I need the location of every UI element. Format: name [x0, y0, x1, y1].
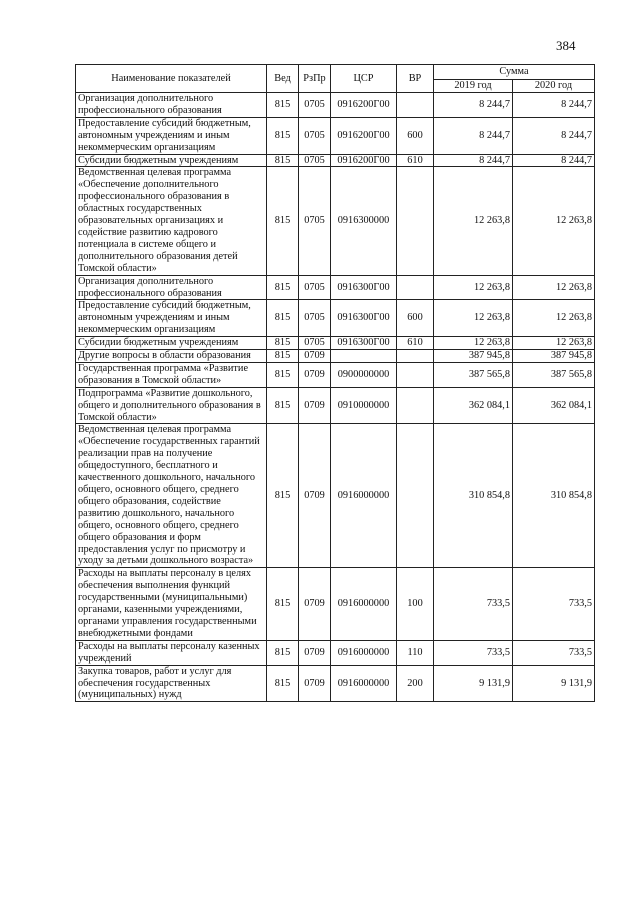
cell-y2020: 8 244,7 — [513, 117, 595, 154]
cell-vr: 200 — [397, 665, 434, 702]
table-row — [76, 568, 595, 640]
cell-csr: 0916200Г00 — [331, 154, 397, 167]
cell-csr: 0916000000 — [331, 424, 397, 568]
table-row — [76, 117, 595, 154]
table-row — [76, 424, 595, 568]
cell-y2019: 733,5 — [434, 568, 513, 640]
cell-rzpr: 0705 — [299, 167, 331, 275]
cell-ved: 815 — [267, 300, 299, 337]
cell-y2019: 362 084,1 — [434, 387, 513, 424]
cell-name: Субсидии бюджетным учреждениям — [76, 337, 267, 350]
cell-name: Организация дополнительного профессионального образования — [76, 275, 267, 300]
cell-vr: 600 — [397, 300, 434, 337]
cell-y2019: 8 244,7 — [434, 117, 513, 154]
cell-ved: 815 — [267, 337, 299, 350]
cell-y2020: 310 854,8 — [513, 424, 595, 568]
table-row — [76, 167, 595, 275]
cell-rzpr: 0705 — [299, 337, 331, 350]
table-row — [76, 93, 595, 118]
cell-ved: 815 — [267, 424, 299, 568]
header-name: Наименование показателей — [76, 65, 267, 93]
header-vr: ВР — [397, 65, 434, 93]
table-row — [76, 337, 595, 350]
cell-csr — [331, 350, 397, 363]
cell-y2019: 9 131,9 — [434, 665, 513, 702]
cell-ved: 815 — [267, 93, 299, 118]
cell-ved: 815 — [267, 640, 299, 665]
cell-vr: 610 — [397, 337, 434, 350]
cell-vr — [397, 167, 434, 275]
cell-y2019: 12 263,8 — [434, 167, 513, 275]
cell-vr — [397, 350, 434, 363]
cell-name: Расходы на выплаты персоналу в целях обеспечения выполнения функций государственными (муниципальными) органами, казенными учреждениями, органами управления государственными внебюджетными фондами — [76, 568, 267, 640]
cell-name: Закупка товаров, работ и услуг для обеспечения государственных (муниципальных) нужд — [76, 665, 267, 702]
budget-table — [75, 64, 595, 702]
cell-rzpr: 0705 — [299, 93, 331, 118]
cell-ved: 815 — [267, 350, 299, 363]
cell-y2020: 12 263,8 — [513, 337, 595, 350]
cell-y2020: 733,5 — [513, 640, 595, 665]
cell-name: Ведомственная целевая программа «Обеспечение дополнительного профессионального образования в областных государственных образовательных организациях и содействие развитию кадрового потенциала в системе общего и дополнительного образования детей Томской области» — [76, 167, 267, 275]
cell-csr: 0916300Г00 — [331, 300, 397, 337]
cell-csr: 0916000000 — [331, 640, 397, 665]
cell-ved: 815 — [267, 387, 299, 424]
cell-vr — [397, 93, 434, 118]
cell-y2019: 387 945,8 — [434, 350, 513, 363]
header-rzpr: РзПр — [299, 65, 331, 93]
cell-name: Организация дополнительного профессионального образования — [76, 93, 267, 118]
cell-y2020: 8 244,7 — [513, 93, 595, 118]
cell-vr: 600 — [397, 117, 434, 154]
cell-y2019: 12 263,8 — [434, 337, 513, 350]
cell-ved: 815 — [267, 167, 299, 275]
cell-csr: 0916000000 — [331, 568, 397, 640]
cell-vr: 110 — [397, 640, 434, 665]
table-row — [76, 350, 595, 363]
cell-csr: 0916000000 — [331, 665, 397, 702]
cell-csr: 0910000000 — [331, 387, 397, 424]
cell-name: Расходы на выплаты персоналу казенных учреждений — [76, 640, 267, 665]
cell-name: Подпрограмма «Развитие дошкольного, общего и дополнительного образования в Томской области» — [76, 387, 267, 424]
cell-rzpr: 0709 — [299, 350, 331, 363]
cell-y2019: 733,5 — [434, 640, 513, 665]
cell-ved: 815 — [267, 568, 299, 640]
page-number: 384 — [556, 38, 576, 53]
cell-vr — [397, 424, 434, 568]
cell-y2020: 12 263,8 — [513, 300, 595, 337]
table-row — [76, 300, 595, 337]
header-row — [76, 65, 595, 80]
cell-name: Предоставление субсидий бюджетным, автономным учреждениям и иным некоммерческим организациям — [76, 117, 267, 154]
header-ved: Вед — [267, 65, 299, 93]
table-row — [76, 387, 595, 424]
cell-name: Другие вопросы в области образования — [76, 350, 267, 363]
header-csr: ЦСР — [331, 65, 397, 93]
cell-vr: 610 — [397, 154, 434, 167]
cell-ved: 815 — [267, 275, 299, 300]
cell-name: Предоставление субсидий бюджетным, автономным учреждениям и иным некоммерческим организациям — [76, 300, 267, 337]
header-2020: 2020 год — [513, 80, 595, 93]
cell-y2020: 12 263,8 — [513, 167, 595, 275]
cell-y2019: 12 263,8 — [434, 275, 513, 300]
cell-rzpr: 0705 — [299, 300, 331, 337]
cell-ved: 815 — [267, 665, 299, 702]
cell-csr: 0900000000 — [331, 362, 397, 387]
cell-rzpr: 0709 — [299, 665, 331, 702]
cell-ved: 815 — [267, 117, 299, 154]
cell-rzpr: 0709 — [299, 568, 331, 640]
cell-vr — [397, 362, 434, 387]
table-row — [76, 154, 595, 167]
table-body — [76, 93, 595, 702]
cell-rzpr: 0709 — [299, 424, 331, 568]
cell-y2020: 387 565,8 — [513, 362, 595, 387]
cell-name: Субсидии бюджетным учреждениям — [76, 154, 267, 167]
cell-rzpr: 0705 — [299, 275, 331, 300]
cell-vr — [397, 387, 434, 424]
cell-y2020: 9 131,9 — [513, 665, 595, 702]
table-row — [76, 665, 595, 702]
cell-rzpr: 0709 — [299, 640, 331, 665]
table-row — [76, 275, 595, 300]
cell-y2020: 733,5 — [513, 568, 595, 640]
cell-csr: 0916200Г00 — [331, 117, 397, 154]
cell-rzpr: 0705 — [299, 154, 331, 167]
cell-y2020: 362 084,1 — [513, 387, 595, 424]
cell-ved: 815 — [267, 154, 299, 167]
cell-ved: 815 — [267, 362, 299, 387]
cell-y2020: 387 945,8 — [513, 350, 595, 363]
cell-name: Ведомственная целевая программа «Обеспечение государственных гарантий реализации прав на получение общедоступного, бесплатного и качественного дошкольного, начального общего, основного общего, среднего общего образования, содействие развитию дошкольного, начального общего, основного общего, среднего общего образования и форм предоставления услуг по присмотру и уходу за детьми дошкольного возраста» — [76, 424, 267, 568]
cell-vr — [397, 275, 434, 300]
cell-y2019: 310 854,8 — [434, 424, 513, 568]
header-sum: Сумма — [434, 65, 595, 80]
table-row — [76, 362, 595, 387]
cell-y2019: 387 565,8 — [434, 362, 513, 387]
cell-rzpr: 0709 — [299, 387, 331, 424]
cell-csr: 0916300Г00 — [331, 337, 397, 350]
cell-y2020: 12 263,8 — [513, 275, 595, 300]
cell-y2020: 8 244,7 — [513, 154, 595, 167]
table-row — [76, 640, 595, 665]
cell-rzpr: 0705 — [299, 117, 331, 154]
cell-name: Государственная программа «Развитие образования в Томской области» — [76, 362, 267, 387]
cell-rzpr: 0709 — [299, 362, 331, 387]
cell-y2019: 12 263,8 — [434, 300, 513, 337]
cell-csr: 0916300Г00 — [331, 275, 397, 300]
cell-csr: 0916200Г00 — [331, 93, 397, 118]
cell-csr: 0916300000 — [331, 167, 397, 275]
cell-vr: 100 — [397, 568, 434, 640]
cell-y2019: 8 244,7 — [434, 93, 513, 118]
header-2019: 2019 год — [434, 80, 513, 93]
cell-y2019: 8 244,7 — [434, 154, 513, 167]
